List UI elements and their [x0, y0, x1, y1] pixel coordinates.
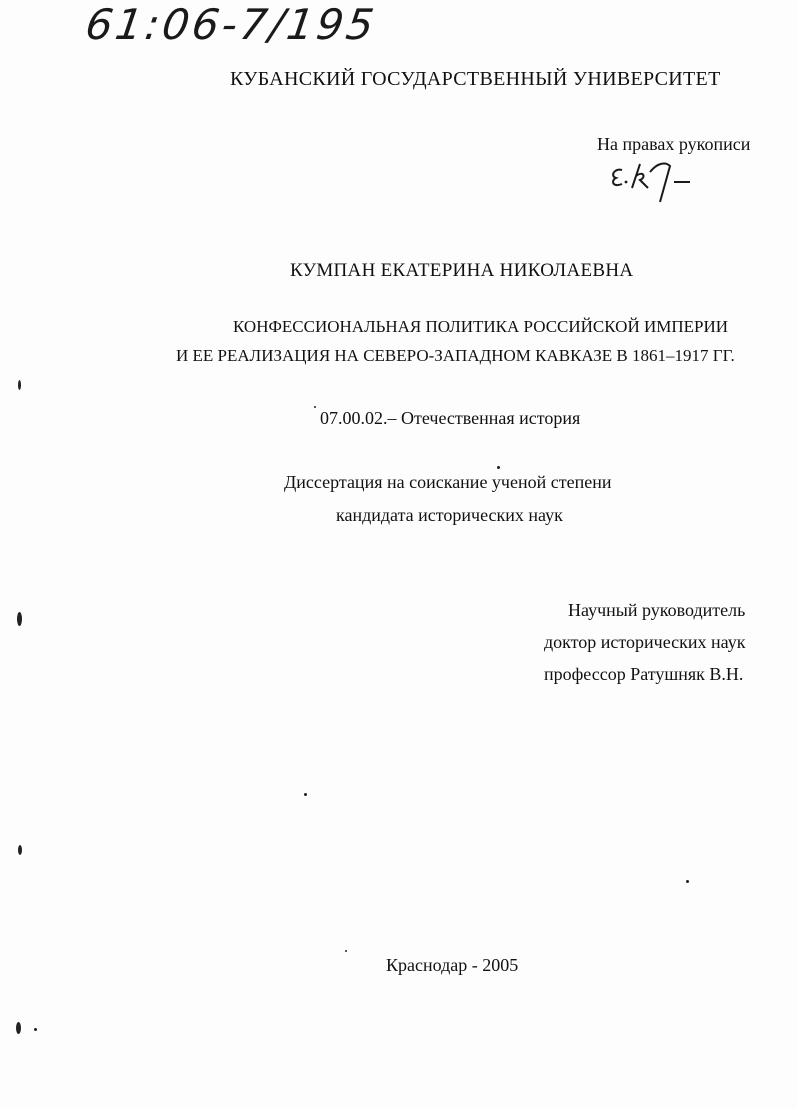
city-year: Краснодар - 2005 [386, 955, 519, 975]
scan-speck [304, 793, 307, 796]
scan-speck [497, 466, 500, 469]
scan-speck [16, 1022, 21, 1034]
scan-speck [34, 1028, 37, 1031]
supervisor-degree: доктор исторических наук [544, 632, 746, 652]
scan-speck [686, 880, 689, 883]
dissertation-title-line-1: КОНФЕССИОНАЛЬНАЯ ПОЛИТИКА РОССИЙСКОЙ ИМПЕРИИ [233, 317, 729, 336]
degree-statement-line-2: кандидата исторических наук [336, 505, 563, 525]
signature-icon [600, 152, 700, 204]
dissertation-title-line-2: И ЕЕ РЕАЛИЗАЦИЯ НА СЕВЕРО-ЗАПАДНОМ КАВКАЗЕ В 1861–1917 ГГ. [176, 346, 735, 365]
manuscript-rights-note: На правах рукописи [597, 134, 751, 154]
scan-speck [314, 406, 316, 408]
supervisor-heading: Научный руководитель [568, 600, 746, 620]
supervisor-name: профессор Ратушняк В.Н. [544, 664, 744, 684]
scan-speck [18, 845, 22, 855]
scan-speck [17, 612, 22, 626]
scan-speck [345, 950, 347, 952]
author-name: КУМПАН ЕКАТЕРИНА НИКОЛАЕВНА [290, 260, 634, 281]
handwritten-archive-code: 61:06-7/195 [82, 0, 380, 49]
scan-speck [18, 380, 21, 390]
degree-statement-line-1: Диссертация на соискание ученой степени [284, 472, 612, 492]
specialty-code: 07.00.02.– Отечественная история [320, 408, 581, 428]
university-name: КУБАНСКИЙ ГОСУДАРСТВЕННЫЙ УНИВЕРСИТЕТ [230, 68, 721, 90]
